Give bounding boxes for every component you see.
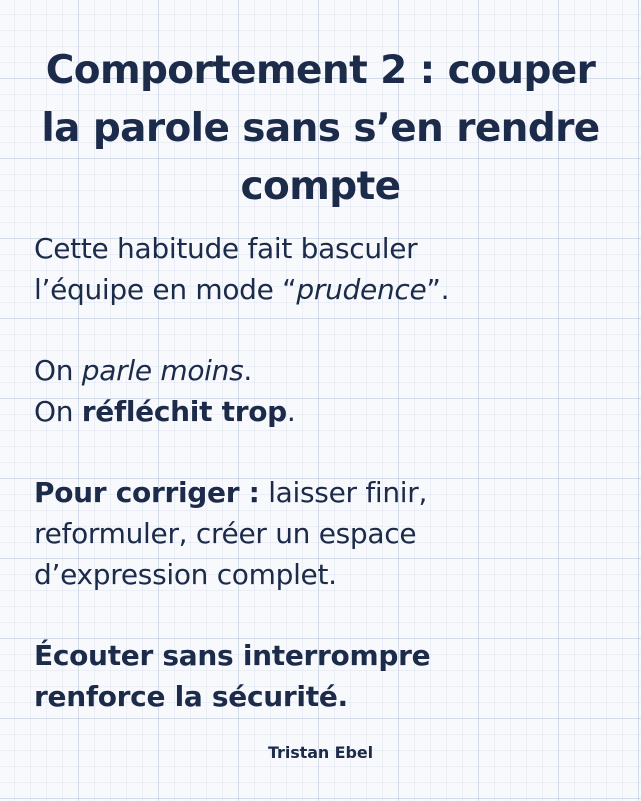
- intro-paragraph: [34, 228, 624, 310]
- effects-line-2: [34, 391, 624, 432]
- effects-emphasis: parle moins: [81, 354, 244, 387]
- effects-line-1-suffix: .: [243, 354, 252, 387]
- post-title: [12, 42, 629, 216]
- intro-emphasis: prudence: [296, 273, 427, 306]
- effects-line-2-prefix: On: [34, 395, 82, 428]
- effects-line-1: [34, 350, 624, 391]
- fix-paragraph: [34, 472, 624, 595]
- author-name: Tristan Ebel: [268, 743, 373, 762]
- fix-line-2: reformuler, créer un espace: [34, 517, 417, 550]
- conclusion-line-2: renforce la sécurité.: [34, 680, 348, 713]
- fix-line-1: [34, 472, 624, 513]
- effects-line-1-prefix: On: [34, 354, 82, 387]
- conclusion-line-1: Écouter sans interrompre: [34, 639, 431, 672]
- conclusion-paragraph: [34, 635, 624, 717]
- title-line-1: Comportement 2 : couper: [45, 48, 596, 93]
- fix-line-1-rest: laisser finir,: [259, 476, 428, 509]
- intro-line-2-prefix: l’équipe en mode “: [34, 273, 297, 306]
- spacer: [34, 310, 624, 350]
- fix-label: Pour corriger :: [34, 476, 260, 509]
- fix-line-3: d’expression complet.: [34, 558, 337, 591]
- intro-line-2-suffix: ”.: [426, 273, 450, 306]
- title-line-3: compte: [240, 164, 401, 209]
- post-body: [34, 228, 624, 717]
- title-line-2: la parole sans s’en rendre: [41, 106, 600, 151]
- spacer: [34, 595, 624, 635]
- intro-line-1: Cette habitude fait basculer: [34, 232, 418, 265]
- effects-strong: réfléchit trop: [81, 395, 287, 428]
- spacer: [34, 432, 624, 472]
- effects-line-2-suffix: .: [286, 395, 296, 428]
- effects-paragraph: [34, 350, 624, 432]
- intro-line-2: [34, 269, 624, 310]
